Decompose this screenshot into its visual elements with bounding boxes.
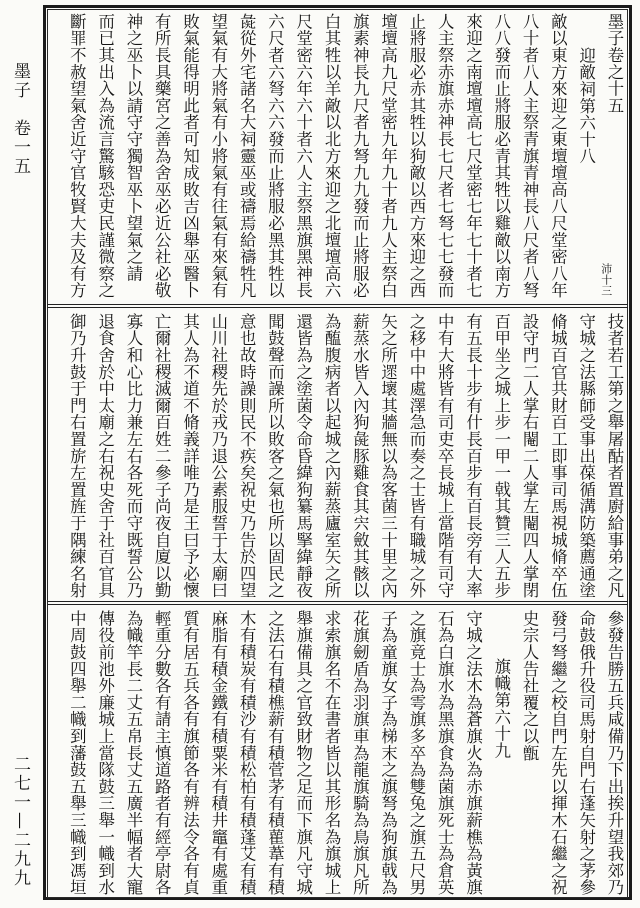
- text-column: 彘從外宅諸名大祠靈巫或禱焉給禱牲凡: [237, 13, 257, 299]
- text-column: 石為白旗水為黑旗食為菌旗死士為倉英: [435, 610, 455, 896]
- chapter-title: 迎敵祠第六十八: [576, 47, 596, 165]
- text-column: 御乃升鼓于門右置旂左置旌于隅練名射: [67, 313, 87, 599]
- text-column: 麻脂有積金鐵有積粟米有積井竈有處重: [208, 610, 228, 896]
- text-column: 還皆為之塗菌令命昏緯狗纂馬掔緯靜夜: [293, 313, 313, 599]
- text-column: 為幟竿長二丈五帛長丈五廣半幅者大寵: [123, 610, 143, 896]
- margin-book-title: 墨子 卷一五: [10, 62, 30, 176]
- page-number: 二七一—二九九: [10, 755, 30, 888]
- text-column: 寡人和心比力兼左右各死而守既誓公乃: [123, 313, 143, 599]
- band-divider: [47, 304, 628, 308]
- text-column: 子為童旗女子為梯末之旗弩為狗旗戟為: [378, 610, 398, 896]
- page-marker: 沛十三: [599, 263, 613, 296]
- text-column: 有所長具藥宮之善為舍巫必近公社必敬: [152, 13, 172, 299]
- text-column: 亡爾社稷滅爾百姓二參子尚夜自廈以勤: [152, 313, 172, 599]
- text-column: 守城之法木為蒼旗火為赤旗薪樵為黃旗: [463, 610, 483, 896]
- chapter-title: 旗幟第六十九: [491, 658, 511, 759]
- text-column: 中周鼓四舉二幟到藩鼓五舉三幟到馮垣: [67, 610, 87, 896]
- book-header: 墨子卷之十五: [605, 13, 624, 114]
- text-column: 來迎之南壇壇高七尺堂密七年七十者七: [463, 13, 483, 299]
- text-column: 傳役前池外廉城上當隊鼓三舉一幟到水: [95, 610, 115, 896]
- text-column: 止將服必赤其牲以狗敵以西方來迎之西: [406, 13, 426, 299]
- text-column: 花旗劒盾為羽旗車為龍旗騎為鳥旗凡所: [350, 610, 370, 896]
- text-band-bottom: [62, 608, 628, 897]
- text-column: 壇壇高九尺堂密九年九十者九人主祭白: [378, 13, 398, 299]
- text-column: 意也故時譟則民不疾矣祝史乃告於四望: [237, 313, 257, 599]
- text-column: 八八發而止將服必青其牲以雞敵以南方: [491, 13, 511, 299]
- text-column: 技者若工第之舉屠酤者置廚給事弟之凡: [605, 313, 624, 599]
- text-column: 之法石有積樵薪有積菅茅有積雚葦有積: [265, 610, 285, 896]
- text-column: 有五長十步有什長百步有百長旁有大率: [463, 313, 483, 599]
- text-column: 而已其出入為流言驚駭恐吏民謹微察之: [95, 13, 115, 299]
- text-column: 八十者八人主祭青旗青神長八尺者八弩: [520, 13, 540, 299]
- text-column: 矢之所遝壞其牆無以為客菌三十里之內: [378, 313, 398, 599]
- text-column: 望氣有大將氣有小將氣有往氣有來氣有: [208, 13, 228, 299]
- text-column: 山川社稷先於戎乃退公素服誓于太廟曰: [208, 313, 228, 599]
- text-column: 之移中中處澤急而奏之士皆有職城之外: [406, 313, 426, 599]
- text-column: 史宗人告社覆之以甑: [520, 610, 540, 762]
- text-column: 尺堂密六年六十者六人主祭黑旗黑神長: [293, 13, 313, 299]
- text-column: 為醢腹病者以起城之內薪蒸廬室矢之所: [322, 313, 342, 599]
- text-column: 舉旗備具之官致財物之足而下旗凡守城: [293, 610, 313, 896]
- text-column: 設守門二人掌右閹二人掌左閹四人掌閉: [520, 313, 540, 599]
- text-column: 命鼓俄升役司馬射自門右蓬矢射之茅參: [576, 610, 596, 896]
- text-column: 敵以東方來迎之東壇壇高八尺堂密八年: [548, 13, 568, 299]
- text-column: 其人為不道不脩義詳唯乃是王曰予必懷: [180, 313, 200, 599]
- book-header-column: [600, 11, 628, 302]
- text-column: 薪蒸水皆入內狗彘豚雞食其宍斂其骸以: [350, 313, 370, 599]
- text-band-middle: [62, 311, 628, 600]
- text-column: 質有居五兵各有旗節各有辨法令各有貞: [180, 610, 200, 896]
- text-column: 參發告勝五兵咸備乃下出挨升望我郊乃: [605, 610, 624, 896]
- text-column: 發弓弩繼之校自門左先以揮木石繼之祝: [548, 610, 568, 896]
- text-column: 中有大將皆有司吏卒長城上當階有司守: [435, 313, 455, 599]
- text-column: 白其牲以羊敵以北方來迎之北壇壇高六: [322, 13, 342, 299]
- text-column: 百甲坐之城上步一甲一戟其贊三人五步: [491, 313, 511, 599]
- text-column: 守城之法縣師受事出葆循溝防築薦通塗: [576, 313, 596, 599]
- text-column: 六尺者六弩六六發而止將服必黑其牲以: [265, 13, 285, 299]
- text-column: 神之巫卜以請守守獨智巫卜望氣之請: [123, 13, 143, 282]
- band-divider: [47, 601, 628, 605]
- text-column: 脩城百官共財百工即事司馬視城脩卒伍: [548, 313, 568, 599]
- text-column: 人主祭赤旗赤神長七尺者七弩七七發而: [435, 13, 455, 299]
- text-band-top: [62, 11, 628, 302]
- text-column: 之旗竟士為雩旗多卒為雙兔之旗五尺男: [406, 610, 426, 896]
- text-column: 退食舍於中太廟之右祝史舍于社百官具: [95, 313, 115, 599]
- text-column: 斷罪不赦望氣舍近守官牧賢大夫及有方: [67, 13, 87, 299]
- text-column: 聞鼓聲而譟所以敗客之氣也所以固民之: [265, 313, 285, 599]
- text-column: 木有積炭有積沙有積松柏有積蓬艾有積: [237, 610, 257, 896]
- text-column: 輕重分數各有請主慎道路者有經亭尉各: [152, 610, 172, 896]
- text-column: 旗素神長九尺者九弩九九發而止將服必: [350, 13, 370, 299]
- text-column: 敗氣能得明此者可知成敗吉凶舉巫醫卜: [180, 13, 200, 299]
- text-column: 求索旗名不在書者皆以其形名為旗城上: [322, 610, 342, 896]
